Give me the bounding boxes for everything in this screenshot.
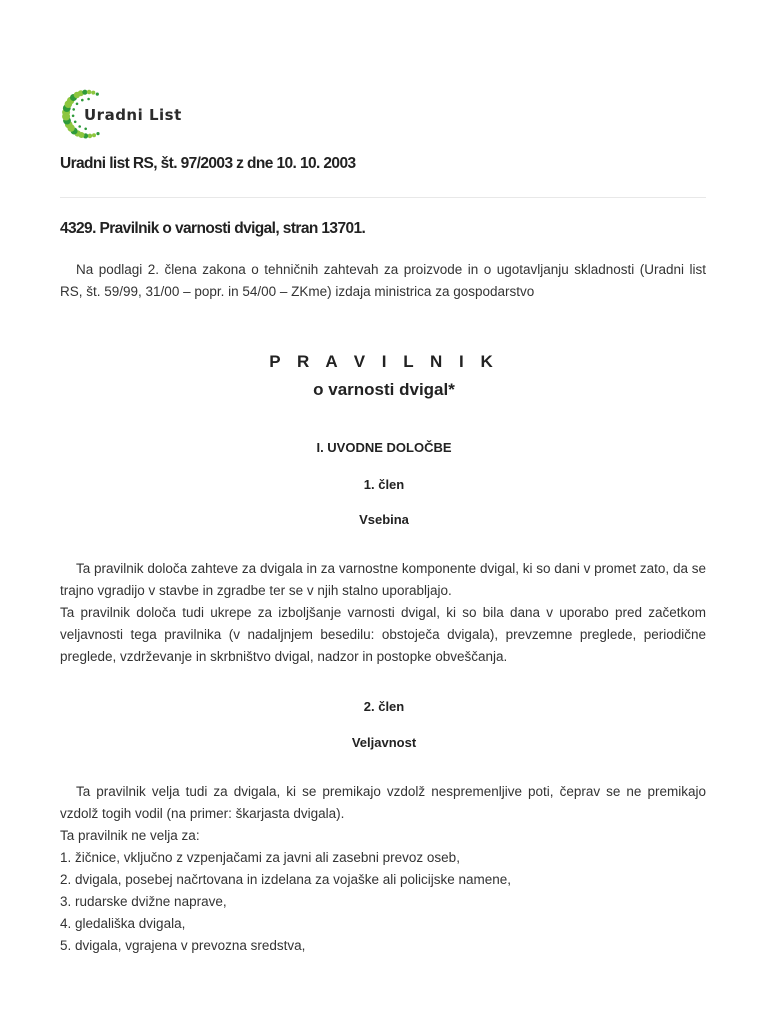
article-2-paragraph: Ta pravilnik velja tudi za dvigala, ki se premikajo vzdolž nespremenljive poti, čeprav se ne premikajo vzdolž togih vodil (na primer: škarjasta dvigala). (60, 784, 706, 821)
title-line-2: o varnosti dvigal* (313, 380, 455, 399)
logo-text: Uradni List (84, 106, 182, 124)
article-2-number: 2. člen (363, 699, 405, 714)
uradni-list-logo[interactable] (58, 84, 218, 144)
chapter-heading: I. UVODNE DOLOČBE (316, 440, 452, 455)
article-1-body (60, 558, 706, 668)
issue-line: Uradni list RS, št. 97/2003 z dne 10. 10. 2003 (60, 155, 356, 172)
article-1-paragraph: Ta pravilnik določa tudi ukrepe za izboljšanje varnosti dvigal, ki so bila dana v uporabo pred začetkom veljavnosti tega pravilnika (v nadaljnjem besedilu: obstoječa dvigala), prevzemne preglede, periodične preglede, vzdrževanje in skrbništvo dvigal, nadzor in postopke obveščanja. (60, 605, 706, 664)
article-1-paragraph: Ta pravilnik določa zahteve za dvigala in za varnostne komponente dvigal, ki so dani v promet zato, da se trajno vgradijo v stavbe in zgradbe ter se v njih stalno uporabljajo. (60, 561, 706, 598)
article-2-paragraph: Ta pravilnik ne velja za: (60, 828, 200, 843)
list-item: 1. žičnice, vključno z vzpenjačami za javni ali zasebni prevoz oseb, (60, 850, 460, 865)
list-item: 4. gledališka dvigala, (60, 916, 186, 931)
divider (60, 197, 706, 198)
list-item: 2. dvigala, posebej načrtovana in izdelana za vojaške ali policijske namene, (60, 872, 512, 887)
list-item: 3. rudarske dvižne naprave, (60, 894, 227, 909)
document-heading: 4329. Pravilnik o varnosti dvigal, stran 13701. (60, 220, 366, 237)
article-1-number: 1. člen (363, 477, 405, 492)
article-1-name: Vsebina (359, 512, 409, 527)
article-2-body (60, 781, 706, 957)
article-2-name: Veljavnost (351, 735, 417, 750)
list-item: 5. dvigala, vgrajena v prevozna sredstva, (60, 938, 306, 953)
preamble (60, 259, 706, 303)
preamble-text: Na podlagi 2. člena zakona o tehničnih zahtevah za proizvode in o ugotavljanju skladnosti (Uradni list RS, št. 59/99, 31/00 – popr. in 54/00 – ZKme) izdaja ministrica za gospodarstvo (60, 262, 706, 299)
title-line-1: P R A V I L N I K (269, 352, 499, 371)
